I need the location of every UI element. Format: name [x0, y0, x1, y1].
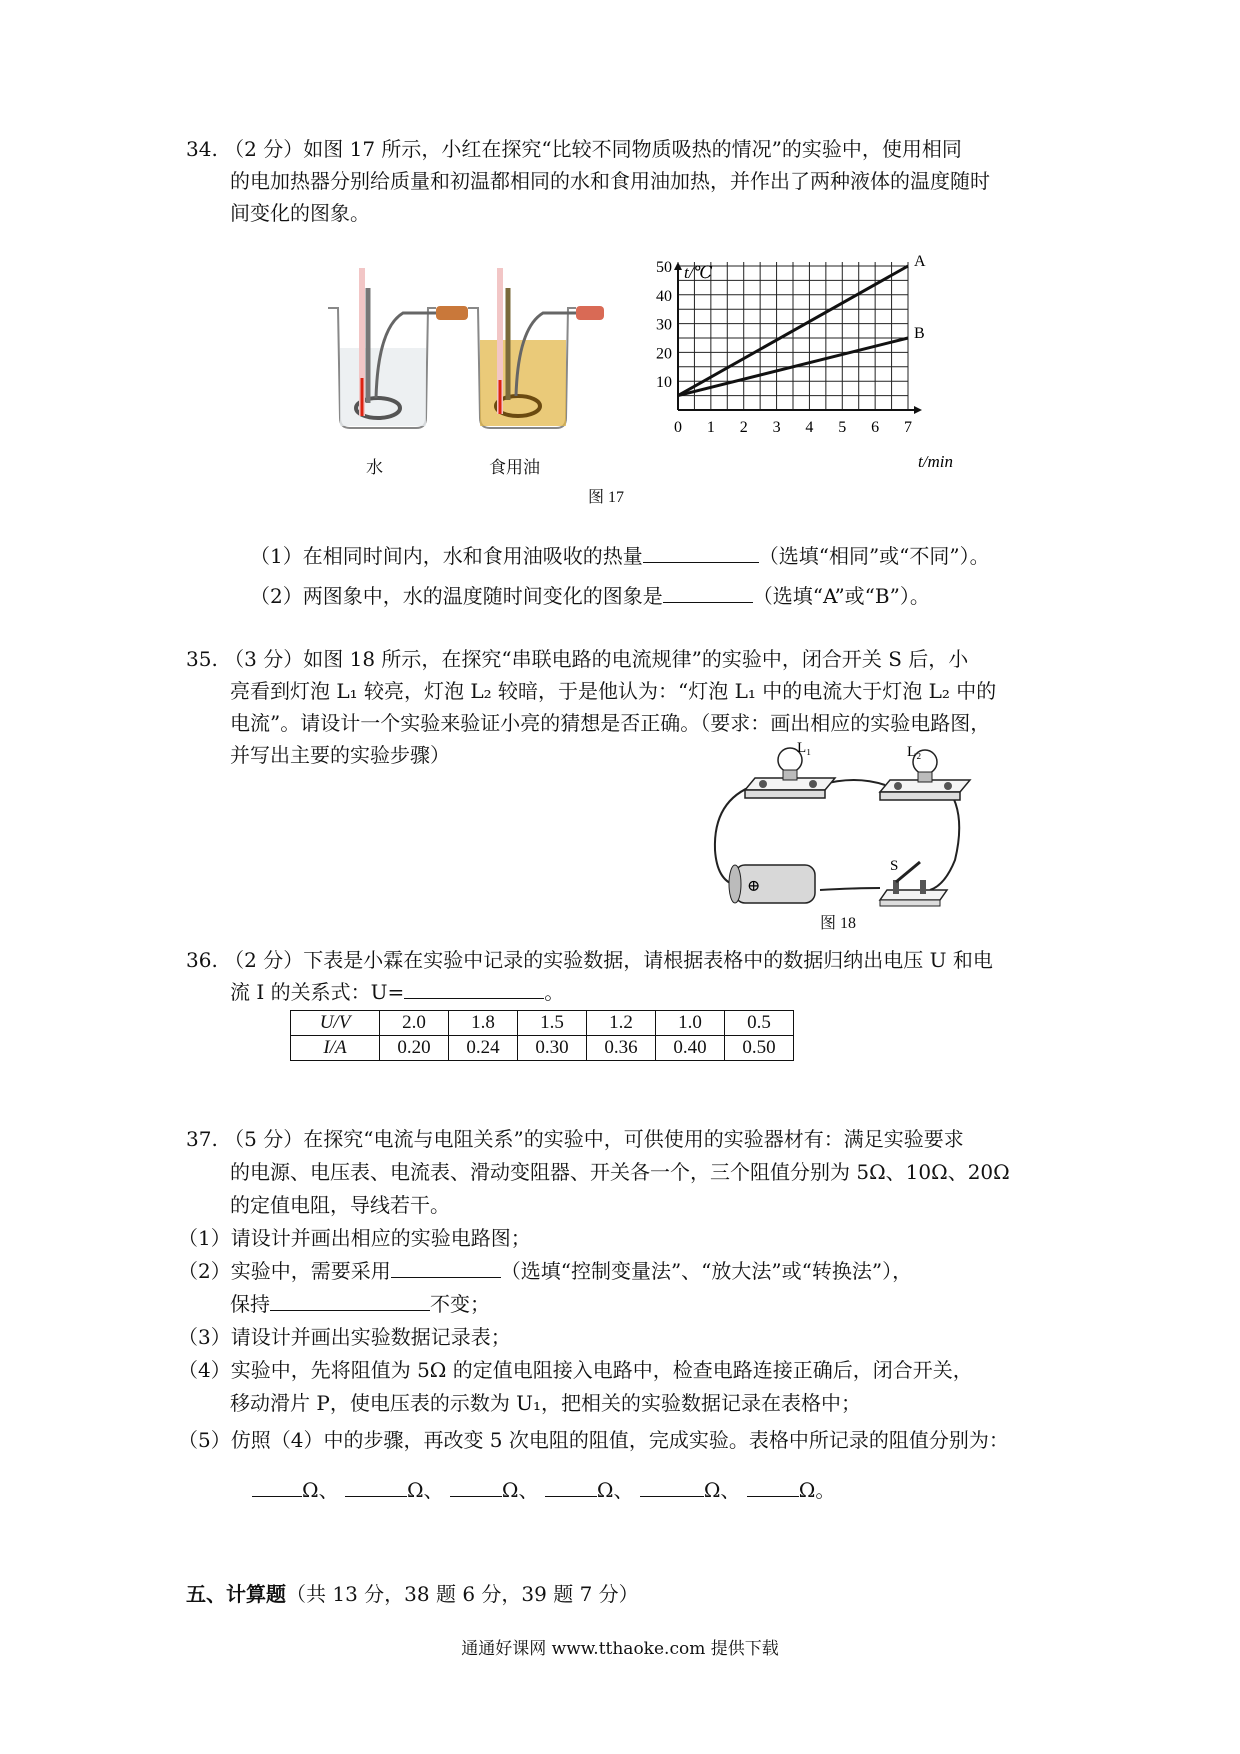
- answer-blank-heat[interactable]: [643, 540, 759, 563]
- x-tick-label: 5: [838, 419, 847, 436]
- battery-icon: [729, 865, 815, 903]
- y-tick-label: 40: [656, 287, 672, 305]
- answer-blank-r3[interactable]: [450, 1474, 502, 1497]
- x-axis-arrow: [914, 406, 922, 414]
- table-cell: 2.0: [380, 1011, 449, 1036]
- q35-line-1: 35. （3 分）如图 18 所示，在探究“串联电路的电流规律”的实验中，闭合开关 S 后，小: [186, 647, 969, 671]
- water-beaker-icon: [328, 268, 468, 428]
- resistance-blanks-line: [252, 1474, 835, 1506]
- series-label-A: A: [914, 253, 926, 270]
- q34-sub-questions: [250, 536, 990, 616]
- q37-step-2b: [186, 1288, 1010, 1321]
- lamp-l2-icon: [880, 750, 970, 800]
- answer-blank-formula[interactable]: [404, 976, 544, 999]
- table-cell: 0.5: [725, 1011, 794, 1036]
- lamp-l1-label: L₁: [797, 740, 812, 756]
- answer-blank-r4[interactable]: [545, 1474, 597, 1497]
- q34-line-3: 间变化的图象。: [230, 201, 370, 225]
- footer-watermark: 通通好课网 www.tthaoke.com 提供下载: [461, 1639, 779, 1659]
- q35-line-4: 并写出主要的实验步骤）: [230, 743, 450, 767]
- temperature-time-chart: [640, 253, 980, 477]
- q34-sub-2-text: （2）两图象中，水的温度随时间变化的图象是: [250, 584, 663, 608]
- q34-sub-1-text: （1）在相同时间内，水和食用油吸收的热量: [250, 544, 643, 568]
- answer-blank-constant[interactable]: [270, 1288, 430, 1311]
- table-cell: 0.36: [587, 1036, 656, 1061]
- y-tick-label: 30: [656, 316, 672, 334]
- q36-line-2-text: 流 I 的关系式：U=: [230, 980, 405, 1004]
- figure-17-caption: 图 17: [588, 489, 625, 506]
- q37-step-2-text: （2）实验中，需要采用: [178, 1259, 391, 1283]
- answer-blank-r5[interactable]: [640, 1474, 704, 1497]
- data-table: [290, 1010, 794, 1061]
- label-oil: 食用油: [489, 458, 540, 477]
- q36-line-2: [186, 976, 993, 1008]
- q34-sub-1-options: （选填“相同”或“不同”）。: [758, 544, 990, 568]
- q37-step-2b-end: 不变；: [430, 1292, 490, 1316]
- section-5-title: 五、计算题: [186, 1582, 286, 1606]
- ohm-unit: Ω、: [596, 1478, 634, 1502]
- q37-line-2: 的电源、电压表、电流表、滑动变阻器、开关各一个，三个阻值分别为 5Ω、10Ω、20Ω: [230, 1160, 1010, 1184]
- q37-step-2b-text: 保持: [230, 1292, 270, 1316]
- x-tick-label: 7: [904, 419, 912, 436]
- x-tick-label: 4: [805, 419, 814, 436]
- answer-blank-r1[interactable]: [252, 1474, 302, 1497]
- ohm-unit: Ω。: [798, 1478, 836, 1502]
- table-cell: U/V: [291, 1011, 380, 1036]
- q34-sub-1: [250, 536, 990, 576]
- q36-line-1: 36. （2 分）下表是小霖在实验中记录的实验数据，请根据表格中的数据归纳出电压 U 和电: [186, 948, 993, 972]
- question-37: [178, 1123, 1010, 1457]
- q37-step-2: [178, 1255, 1010, 1288]
- question-36: [186, 944, 993, 1008]
- q35-line-2: 亮看到灯泡 L₁ 较亮，灯泡 L₂ 较暗，于是他认为：“灯泡 L₁ 中的电流大于灯泡 L₂ 中的: [230, 679, 997, 703]
- table-cell: 0.20: [380, 1036, 449, 1061]
- ohm-unit: Ω、: [703, 1478, 741, 1502]
- q35-line-3: 电流”。请设计一个实验来验证小亮的猜想是否正确。（要求：画出相应的实验电路图，: [230, 711, 991, 735]
- q34-line-2: 的电加热器分别给质量和初温都相同的水和食用油加热，并作出了两种液体的温度随时: [230, 169, 990, 193]
- table-cell: 1.2: [587, 1011, 656, 1036]
- x-tick-label: 3: [772, 419, 781, 436]
- table-cell: I/A: [291, 1036, 380, 1061]
- answer-blank-method[interactable]: [391, 1255, 501, 1278]
- ohm-unit: Ω、: [501, 1478, 539, 1502]
- series-label-B: B: [914, 325, 925, 342]
- table-cell: 1.8: [449, 1011, 518, 1036]
- table-row: [291, 1036, 794, 1061]
- table-cell: 1.5: [518, 1011, 587, 1036]
- answer-blank-r6[interactable]: [747, 1474, 799, 1497]
- battery-plus-symbol: ⊕: [747, 878, 761, 895]
- lamp-l2-label: L₂: [907, 744, 922, 760]
- q37-step-2-options: （选填“控制变量法”、“放大法”或“转换法”），: [500, 1259, 913, 1283]
- x-tick-label: 1: [706, 419, 715, 436]
- section-5-note: （共 13 分，38 题 6 分，39 题 7 分）: [286, 1582, 639, 1606]
- label-water: 水: [366, 458, 383, 477]
- oil-beaker-icon: [468, 268, 604, 428]
- x-tick-label: 6: [871, 419, 880, 436]
- ohm-unit: Ω、: [406, 1478, 444, 1502]
- switch-label: S: [890, 858, 899, 874]
- q37-line-3: 的定值电阻，导线若干。: [230, 1193, 450, 1217]
- table-cell: 0.30: [518, 1036, 587, 1061]
- y-tick-label: 50: [656, 259, 672, 276]
- q36-line-2-end: 。: [544, 980, 565, 1004]
- figure-18-caption: 图 18: [820, 915, 857, 932]
- table-row: [291, 1011, 794, 1036]
- x-axis-label: t/min: [918, 452, 953, 471]
- table-cell: 0.40: [656, 1036, 725, 1061]
- q37-step-4b: 移动滑片 P，使电压表的示数为 U₁，把相关的实验数据记录在表格中；: [230, 1391, 862, 1415]
- q34-line-1: 34. （2 分）如图 17 所示，小红在探究“比较不同物质吸热的情况”的实验中，使用相同: [186, 137, 962, 161]
- ohm-unit: Ω、: [302, 1478, 339, 1502]
- q37-step-1: （1）请设计并画出相应的实验电路图；: [178, 1226, 531, 1250]
- q37-line-1: 37. （5 分）在探究“电流与电阻关系”的实验中，可供使用的实验器材有：满足实验要求: [186, 1127, 964, 1151]
- chart-series: [678, 253, 926, 396]
- table-cell: 0.24: [449, 1036, 518, 1061]
- y-tick-label: 20: [656, 345, 672, 363]
- section-5-heading: [186, 1578, 639, 1610]
- question-34: [186, 133, 990, 229]
- circuit-figure: [705, 740, 975, 910]
- answer-blank-r2[interactable]: [345, 1474, 407, 1497]
- x-tick-label: 0: [674, 419, 682, 436]
- q37-step-3: （3）请设计并画出实验数据记录表；: [178, 1325, 511, 1349]
- resistance-blanks: [252, 1474, 835, 1506]
- x-tick-label: 2: [739, 419, 748, 436]
- q37-step-5: （5）仿照（4）中的步骤，再改变 5 次电阻的阻值，完成实验。表格中所记录的阻值分别为：: [178, 1428, 1009, 1452]
- y-tick-label: 10: [656, 374, 672, 392]
- beakers-figure: [318, 268, 608, 448]
- q34-sub-2: [250, 576, 990, 616]
- table-cell: 1.0: [656, 1011, 725, 1036]
- answer-blank-graph[interactable]: [663, 580, 753, 603]
- q34-sub-2-options: （选填“A”或“B”）。: [752, 584, 930, 608]
- lamp-l1-icon: [745, 748, 835, 798]
- y-axis-label: t/℃: [684, 263, 713, 282]
- table-cell: 0.50: [725, 1036, 794, 1061]
- q37-step-4a: （4）实验中，先将阻值为 5Ω 的定值电阻接入电路中，检查电路连接正确后，闭合开关，: [178, 1358, 973, 1382]
